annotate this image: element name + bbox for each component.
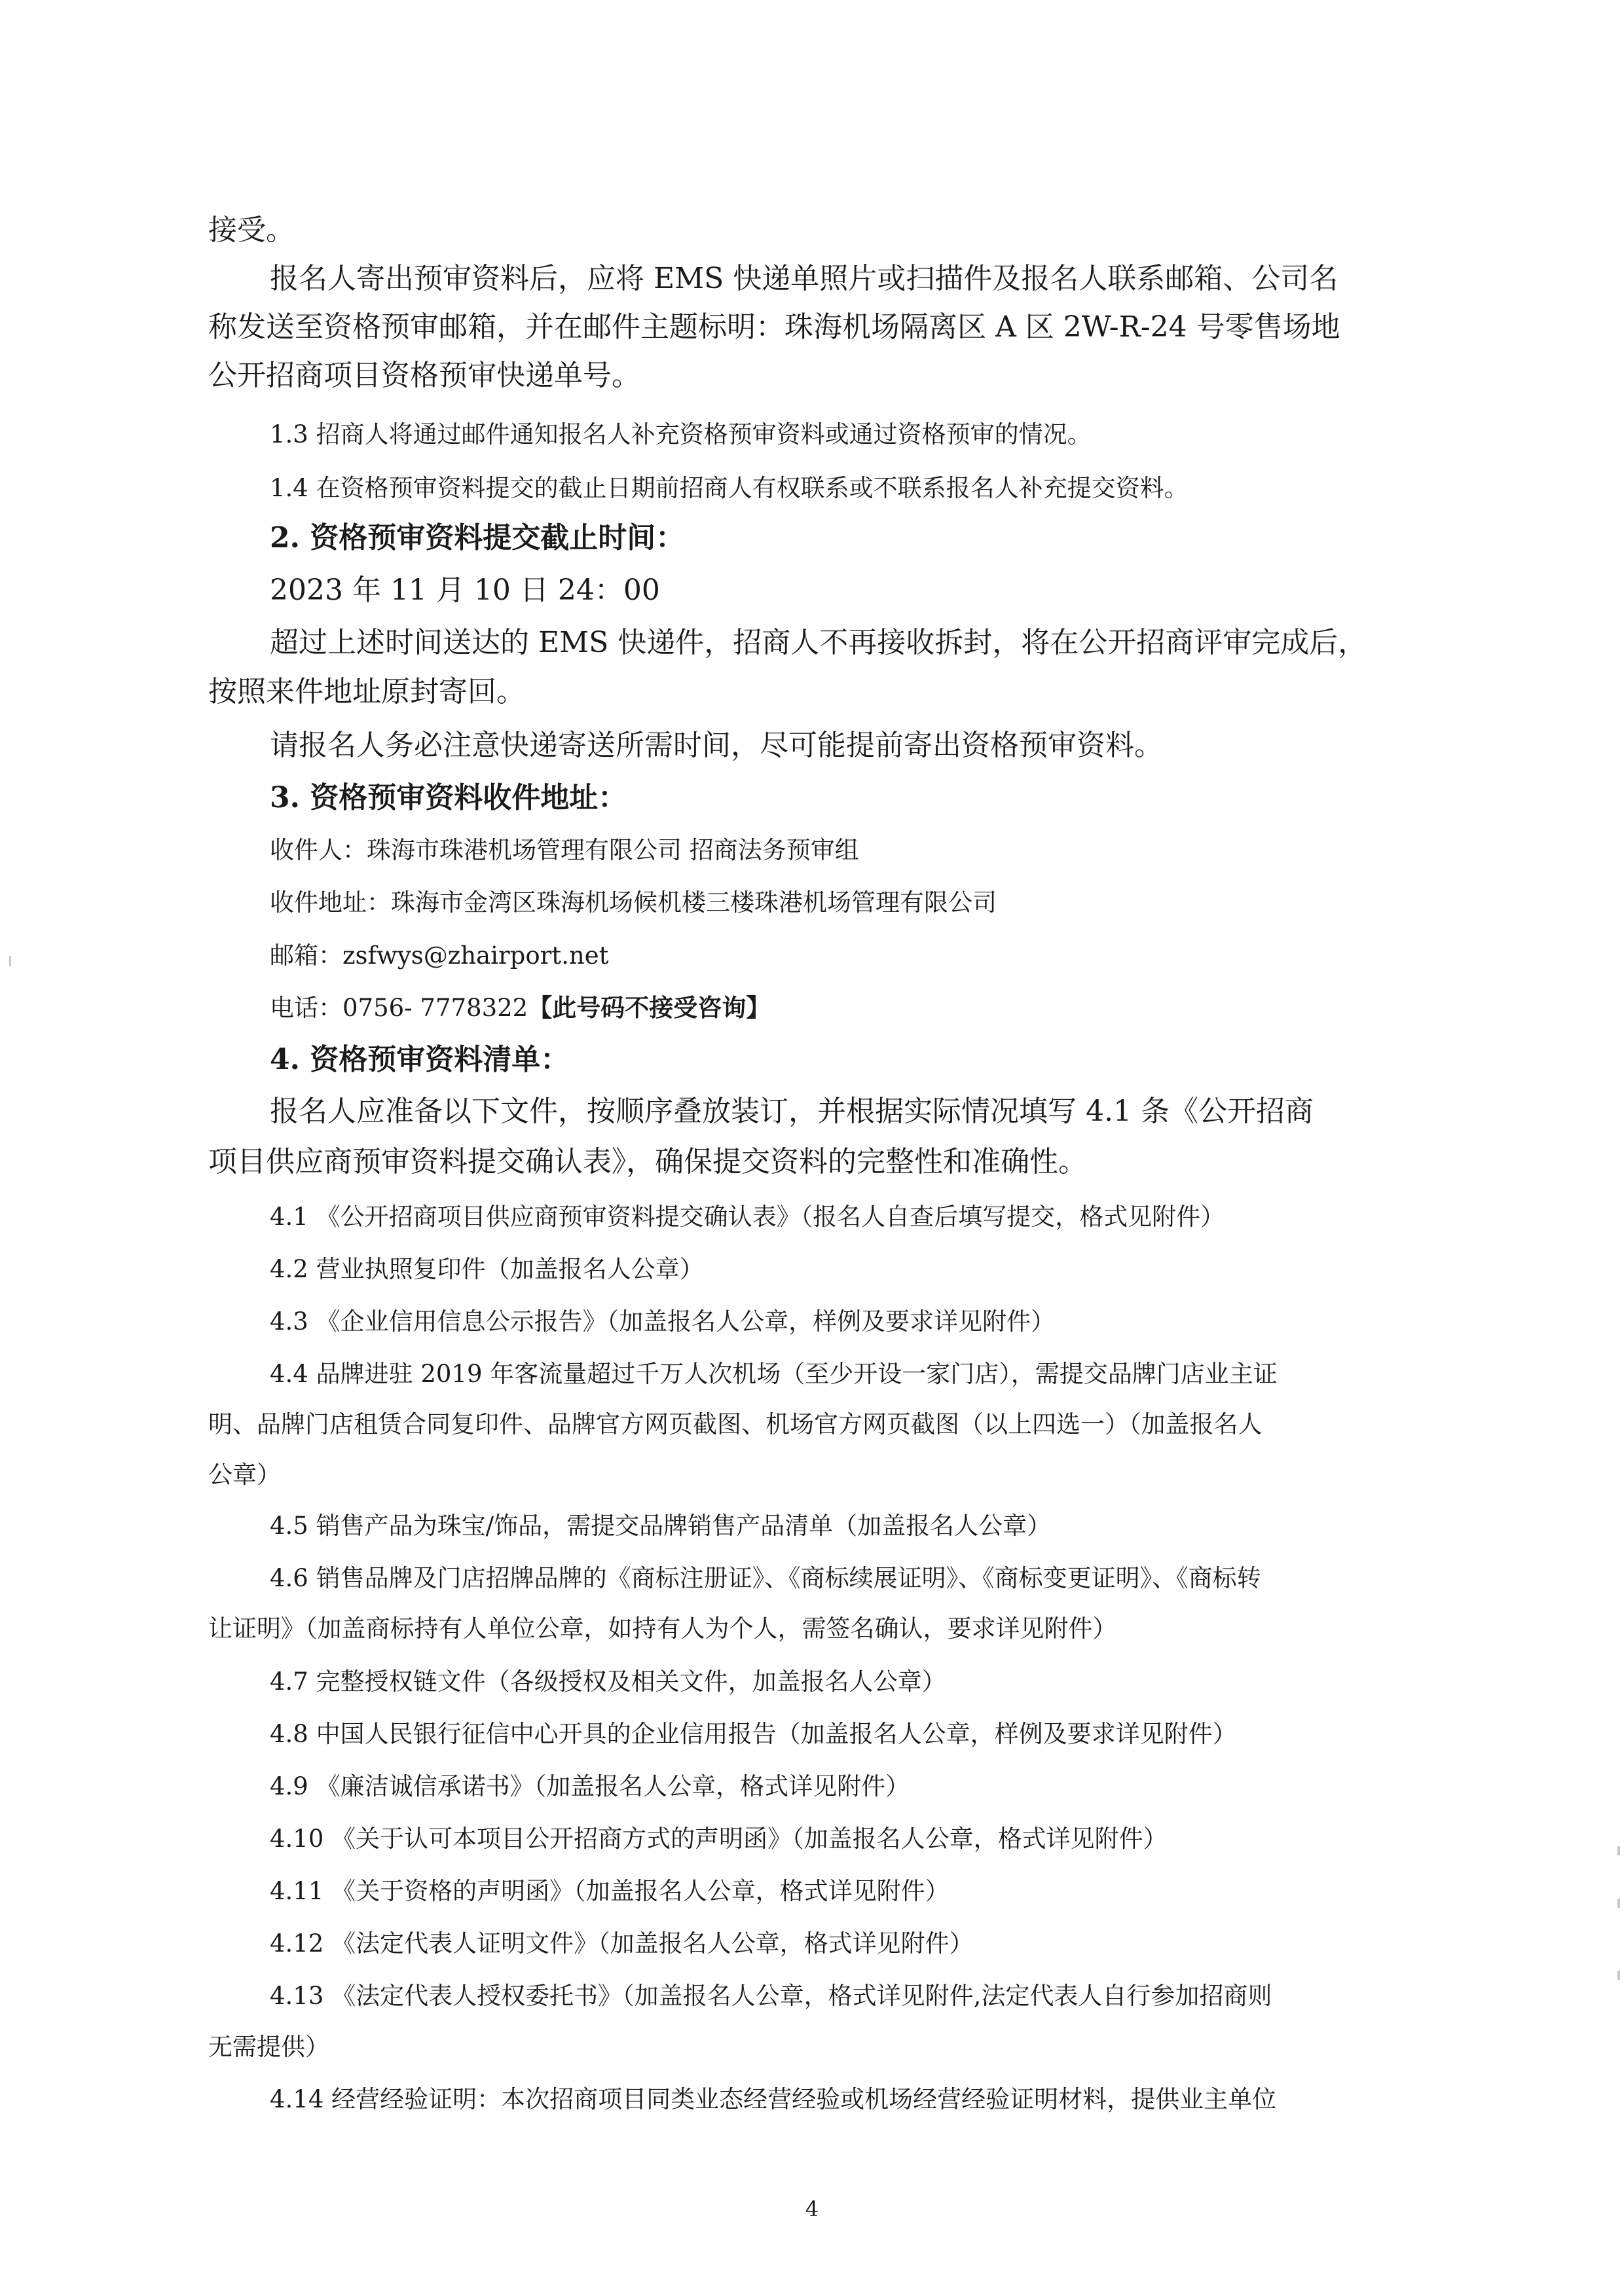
list-item: 4.2 营业执照复印件（加盖报名人公章） — [270, 1255, 704, 1283]
section-heading: 4. 资格预审资料清单： — [270, 1043, 570, 1076]
section-heading: 2. 资格预审资料提交截止时间： — [270, 521, 685, 555]
list-item: 4.1 《公开招商项目供应商预审资料提交确认表》（报名人自查后填写提交，格式见附件） — [270, 1203, 1225, 1231]
scan-mark — [1617, 1899, 1620, 1908]
text-line: 项目供应商预审资料提交确认表》，确保提交资料的完整性和准确性。 — [208, 1145, 1087, 1178]
list-item: 4.14 经营经验证明：本次招商项目同类业态经营经验或机场经营经验证明材料，提供业主单位 — [270, 2085, 1277, 2113]
deadline-text: 2023 年 11 月 10 日 24：00 — [270, 574, 660, 607]
list-item: 4.6 销售品牌及门店招牌品牌的《商标注册证》、《商标续展证明》、《商标变更证明》、《商标转 — [270, 1564, 1261, 1592]
text-line: 请报名人务必注意快递寄送所需时间，尽可能提前寄出资格预审资料。 — [270, 729, 1163, 762]
list-item: 4.12 《法定代表人证明文件》（加盖报名人公章，格式详见附件） — [270, 1929, 974, 1958]
list-item: 4.13 《法定代表人授权委托书》（加盖报名人公章，格式详见附件,法定代表人自行参加招商则 — [270, 1982, 1272, 2010]
text-line: 公开招商项目资格预审快递单号。 — [208, 359, 640, 392]
list-item: 4.7 完整授权链文件（各级授权及相关文件，加盖报名人公章） — [270, 1667, 946, 1696]
text-line: 称发送至资格预审邮箱，并在邮件主题标明：珠海机场隔离区 A 区 2W-R-24 号零售场地 — [208, 310, 1340, 344]
list-item-cont: 无需提供） — [208, 2033, 329, 2061]
scan-mark — [9, 956, 11, 966]
list-item: 4.9 《廉洁诚信承诺书》（加盖报名人公章，格式详见附件） — [270, 1772, 910, 1800]
list-item: 4.10 《关于认可本项目公开招商方式的声明函》（加盖报名人公章，格式详见附件） — [270, 1825, 1168, 1853]
list-item: 4.4 品牌进驻 2019 年客流量超过千万人次机场（至少开设一家门店），需提交品牌门店业主证 — [270, 1360, 1278, 1388]
text-line: 报名人寄出预审资料后，应将 EMS 快递单照片或扫描件及报名人联系邮箱、公司名 — [270, 262, 1338, 295]
list-item-cont: 让证明》（加盖商标持有人单位公章，如持有人为个人，需签名确认，要求详见附件） — [208, 1614, 1117, 1643]
phone-line — [270, 993, 771, 1022]
text-line: 1.3 招商人将通过邮件通知报名人补充资格预审资料或通过资格预审的情况。 — [270, 420, 1092, 448]
list-item-cont: 公章） — [208, 1461, 281, 1489]
scan-mark — [1617, 1846, 1620, 1855]
email-line: 邮箱：zsfwys@zhairport.net — [270, 941, 609, 970]
text-line: 报名人应准备以下文件，按顺序叠放装订，并根据实际情况填写 4.1 条《公开招商 — [270, 1095, 1314, 1128]
text-line: 1.4 在资格预审资料提交的截止日期前招商人有权联系或不联系报名人补充提交资料。 — [270, 474, 1189, 502]
list-item: 4.3 《企业信用信息公示报告》（加盖报名人公章，样例及要求详见附件） — [270, 1307, 1056, 1336]
section-heading: 3. 资格预审资料收件地址： — [270, 781, 627, 814]
text-line: 接受。 — [208, 213, 295, 247]
text-line: 超过上述时间送达的 EMS 快递件，招商人不再接收拆封，将在公开招商评审完成后， — [270, 626, 1367, 659]
phone-note: 【此号码不接受咨询】 — [528, 993, 771, 1022]
address-line: 收件地址：珠海市金湾区珠海机场候机楼三楼珠港机场管理有限公司 — [270, 888, 997, 917]
list-item: 4.11 《关于资格的声明函》（加盖报名人公章，格式详见附件） — [270, 1877, 950, 1905]
page-number: 4 — [805, 2196, 819, 2221]
list-item-cont: 明、品牌门店租赁合同复印件、品牌官方网页截图、机场官方网页截图（以上四选一）（加盖报名人 — [208, 1410, 1263, 1438]
scan-mark — [1617, 1971, 1620, 1980]
phone-number: 电话：0756- 7778322 — [270, 994, 528, 1022]
list-item: 4.8 中国人民银行征信中心开具的企业信用报告（加盖报名人公章，样例及要求详见附件） — [270, 1720, 1237, 1748]
list-item: 4.5 销售产品为珠宝/饰品，需提交品牌销售产品清单（加盖报名人公章） — [270, 1512, 1052, 1540]
text-line: 按照来件地址原封寄回。 — [208, 675, 525, 708]
recipient-line: 收件人：珠海市珠港机场管理有限公司 招商法务预审组 — [270, 836, 859, 864]
